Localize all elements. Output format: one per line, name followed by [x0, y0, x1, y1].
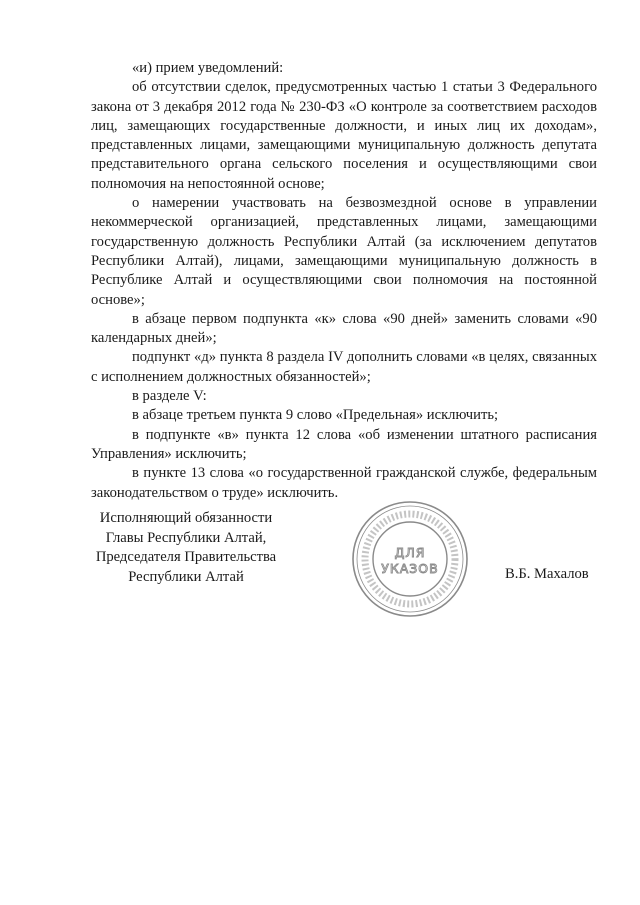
seal-text-line1: ДЛЯ	[394, 545, 426, 560]
paragraph-item-12: в подпункте «в» пункта 12 слова «об изменении штатного расписания Управления» исключить;	[91, 426, 597, 462]
paragraph-section-v: в разделе V:	[132, 388, 207, 405]
signatory-title-line: Председателя Правительства	[95, 549, 277, 565]
signatory-title	[80, 509, 292, 587]
signatory-title-line: Республики Алтай	[128, 568, 244, 585]
official-seal	[350, 499, 470, 619]
signatory-name: В.Б. Махалов	[505, 566, 589, 582]
paragraph-90-days: в абзаце первом подпункта «к» слова «90 дней» заменить словами «90 календарных дней»;	[91, 310, 597, 347]
document-body	[91, 59, 597, 503]
paragraph-intent-participate: о намерении участвовать на безвозмездной основе в управлении некоммерческой организацией, представленных лицами, замещающими государственную должность Республики Алтай (за исключением депутатов Республики Алтай), лицами, замещающими муниципальную должность в Республике Алтай и осуществляющими свои полномочия на постоянной основе»;	[91, 195, 597, 308]
paragraph-no-deals: об отсутствии сделок, предусмотренных частью 1 статьи 3 Федерального закона от 3 декабря 2012 года № 230-ФЗ «О контроле за соответствием расходов лиц, замещающих государственные должности, и иных лиц их доходам», представленных лицами, замещающими муниципальную должность депутата представительного органа сельского поселения и осуществляющими свои полномочия на непостоянной основе;	[91, 79, 597, 192]
paragraph-item-9: в абзаце третьем пункта 9 слово «Предельная» исключить;	[132, 407, 499, 424]
seal-text-line2: УКАЗОВ	[381, 561, 439, 576]
paragraph-item-13: в пункте 13 слова «о государственной гражданской службе, федеральным законодательством о труде» исключить.	[91, 465, 597, 501]
paragraph-intro: «и) прием уведомлений:	[132, 60, 284, 76]
signatory-title-line: Главы Республики Алтай,	[105, 529, 267, 546]
paragraph-section-iv: подпункт «д» пункта 8 раздела IV дополнить словами «в целях, связанных с исполнением должностных обязанностей»;	[91, 349, 597, 385]
signatory-title-line: Исполняющий обязанности	[99, 510, 273, 526]
